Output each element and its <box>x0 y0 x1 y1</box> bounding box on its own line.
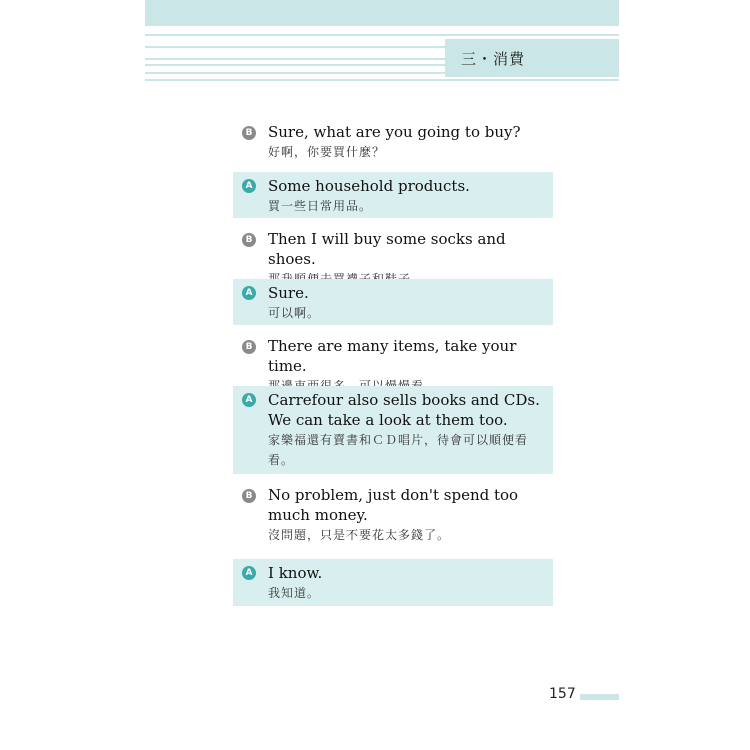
dialogue <box>233 118 553 606</box>
speaker-a-badge: A <box>242 393 256 407</box>
dialogue-line <box>233 118 553 168</box>
dialogue-line <box>233 559 553 606</box>
speaker-b-badge: B <box>242 233 256 247</box>
header-bar <box>145 0 619 26</box>
speaker-b-badge: B <box>242 126 256 140</box>
chapter-tab <box>445 39 619 77</box>
chinese-translation: 家樂福還有賣書和ＣＤ唱片，待會可以順便看看。 <box>268 433 529 467</box>
speaker-a-badge: A <box>242 566 256 580</box>
english-text: Sure, what are you going to buy? <box>268 123 521 141</box>
header-stripe <box>145 46 445 48</box>
chinese-translation: 買一些日常用品。 <box>268 199 373 213</box>
english-text: No problem, just don't spend too much money. <box>268 486 519 524</box>
speaker-b-badge: B <box>242 489 256 503</box>
chinese-translation: 可以啊。 <box>268 306 321 320</box>
header-stripe <box>145 79 619 81</box>
english-text: There are many items, take your time. <box>268 337 517 375</box>
chinese-translation: 沒問題，只是不要花太多錢了。 <box>268 528 451 542</box>
speaker-b-badge: B <box>242 340 256 354</box>
speaker-a-badge: A <box>242 286 256 300</box>
chapter-title: 三・消費 <box>461 49 526 68</box>
english-text: Carrefour also sells books and CDs. We can take a look at them too. <box>268 391 540 429</box>
header-stripe <box>145 64 445 66</box>
english-text: Some household products. <box>268 177 470 195</box>
english-text: Then I will buy some socks and shoes. <box>268 230 506 268</box>
speaker-a-badge: A <box>242 179 256 193</box>
chinese-translation: 我知道。 <box>268 586 321 600</box>
dialogue-line <box>233 386 553 474</box>
header-stripe <box>145 34 619 36</box>
page-number: 157 <box>549 686 576 702</box>
page-number-bar <box>580 694 619 700</box>
english-text: Sure. <box>268 284 309 302</box>
dialogue-line <box>233 332 553 382</box>
header-stripe <box>145 58 445 60</box>
dialogue-line <box>233 279 553 325</box>
english-text: I know. <box>268 564 323 582</box>
dialogue-line <box>233 225 553 275</box>
dialogue-line <box>233 172 553 218</box>
dialogue-line <box>233 481 553 553</box>
chinese-translation: 好啊，你要買什麼？ <box>268 145 386 159</box>
